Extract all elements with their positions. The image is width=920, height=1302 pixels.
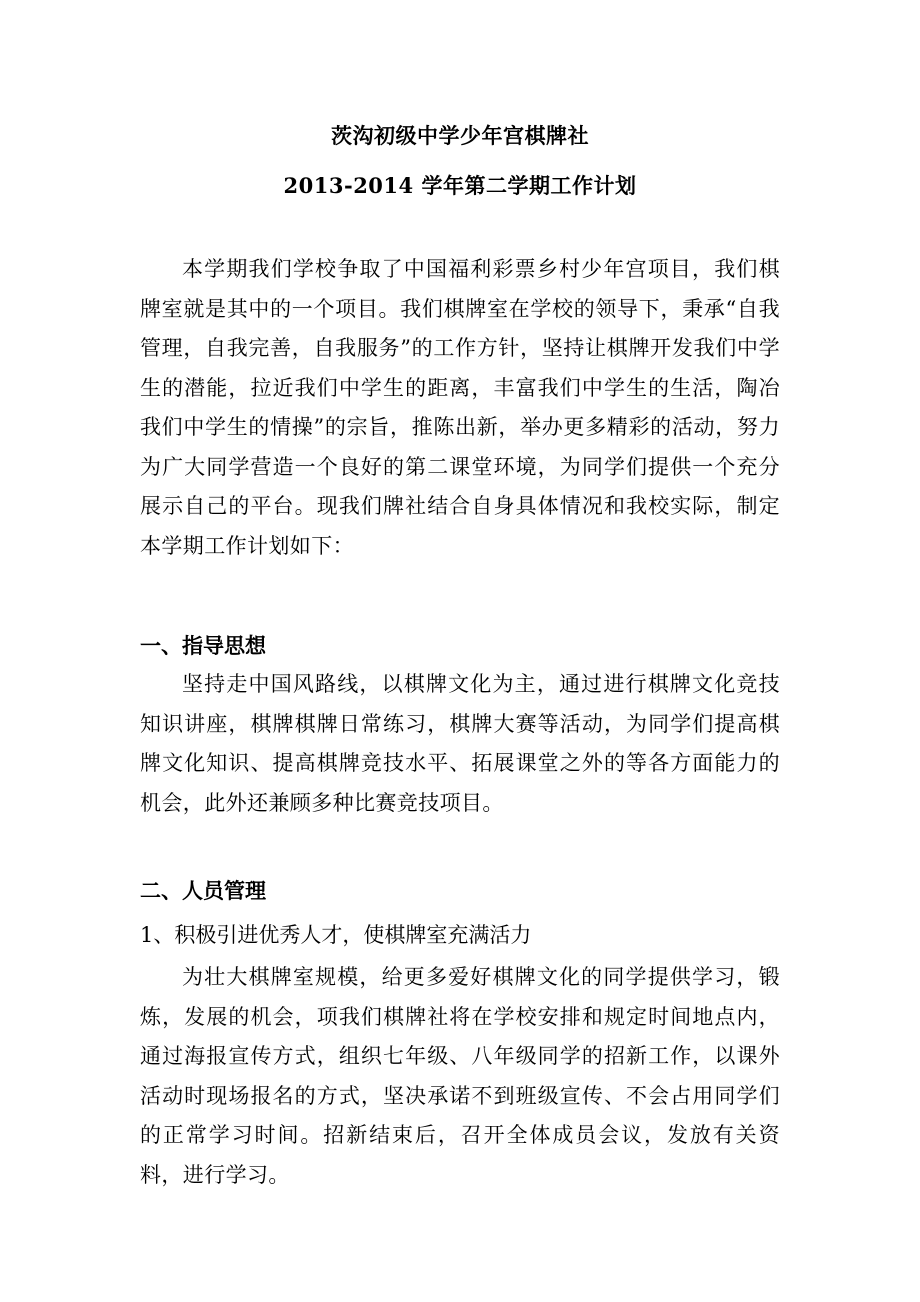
intro-paragraph: 本学期我们学校争取了中国福利彩票乡村少年宫项目，我们棋牌室就是其中的一个项目。我们棋牌室在学校的领导下，秉承“自我管理，自我完善，自我服务”的工作方针，坚持让棋牌开发我们中学生的潜能，拉近我们中学生的距离，丰富我们中学生的生活，陶冶我们中学生的情操”的宗旨，推陈出新，举办更多精彩的活动，努力为广大同学营造一个良好的第二课堂环境，为同学们提供一个充分展示自己的平台。现我们牌社结合自身具体情况和我校实际，制定本学期工作计划如下： bbox=[140, 257, 780, 558]
document-subtitle: 2013-2014 学年第二学期工作计划 bbox=[283, 173, 637, 198]
section-heading-personnel-management: 二、人员管理 bbox=[140, 878, 266, 903]
document-title: 茨沟初级中学少年宫棋牌社 bbox=[331, 123, 589, 148]
section-heading-guiding-ideology: 一、指导思想 bbox=[140, 633, 266, 658]
section-body-guiding-ideology: 坚持走中国风路线，以棋牌文化为主，通过进行棋牌文化竞技知识讲座，棋牌棋牌日常练习，棋牌大赛等活动，为同学们提高棋牌文化知识、提高棋牌竞技水平、拓展课堂之外的等各方面能力的机会，此外还兼顾多种比赛竞技项目。 bbox=[140, 672, 780, 815]
subsection-heading-recruit-talent: 1、积极引进优秀人才，使棋牌室充满活力 bbox=[140, 923, 532, 947]
section-body-personnel-management: 为壮大棋牌室规模，给更多爱好棋牌文化的同学提供学习，锻炼，发展的机会，项我们棋牌社将在学校安排和规定时间地点内，通过海报宣传方式，组织七年级、八年级同学的招新工作，以课外活动时现场报名的方式，坚决承诺不到班级宣传、不会占用同学们的正常学习时间。招新结束后，召开全体成员会议，发放有关资料，进行学习。 bbox=[140, 965, 780, 1187]
